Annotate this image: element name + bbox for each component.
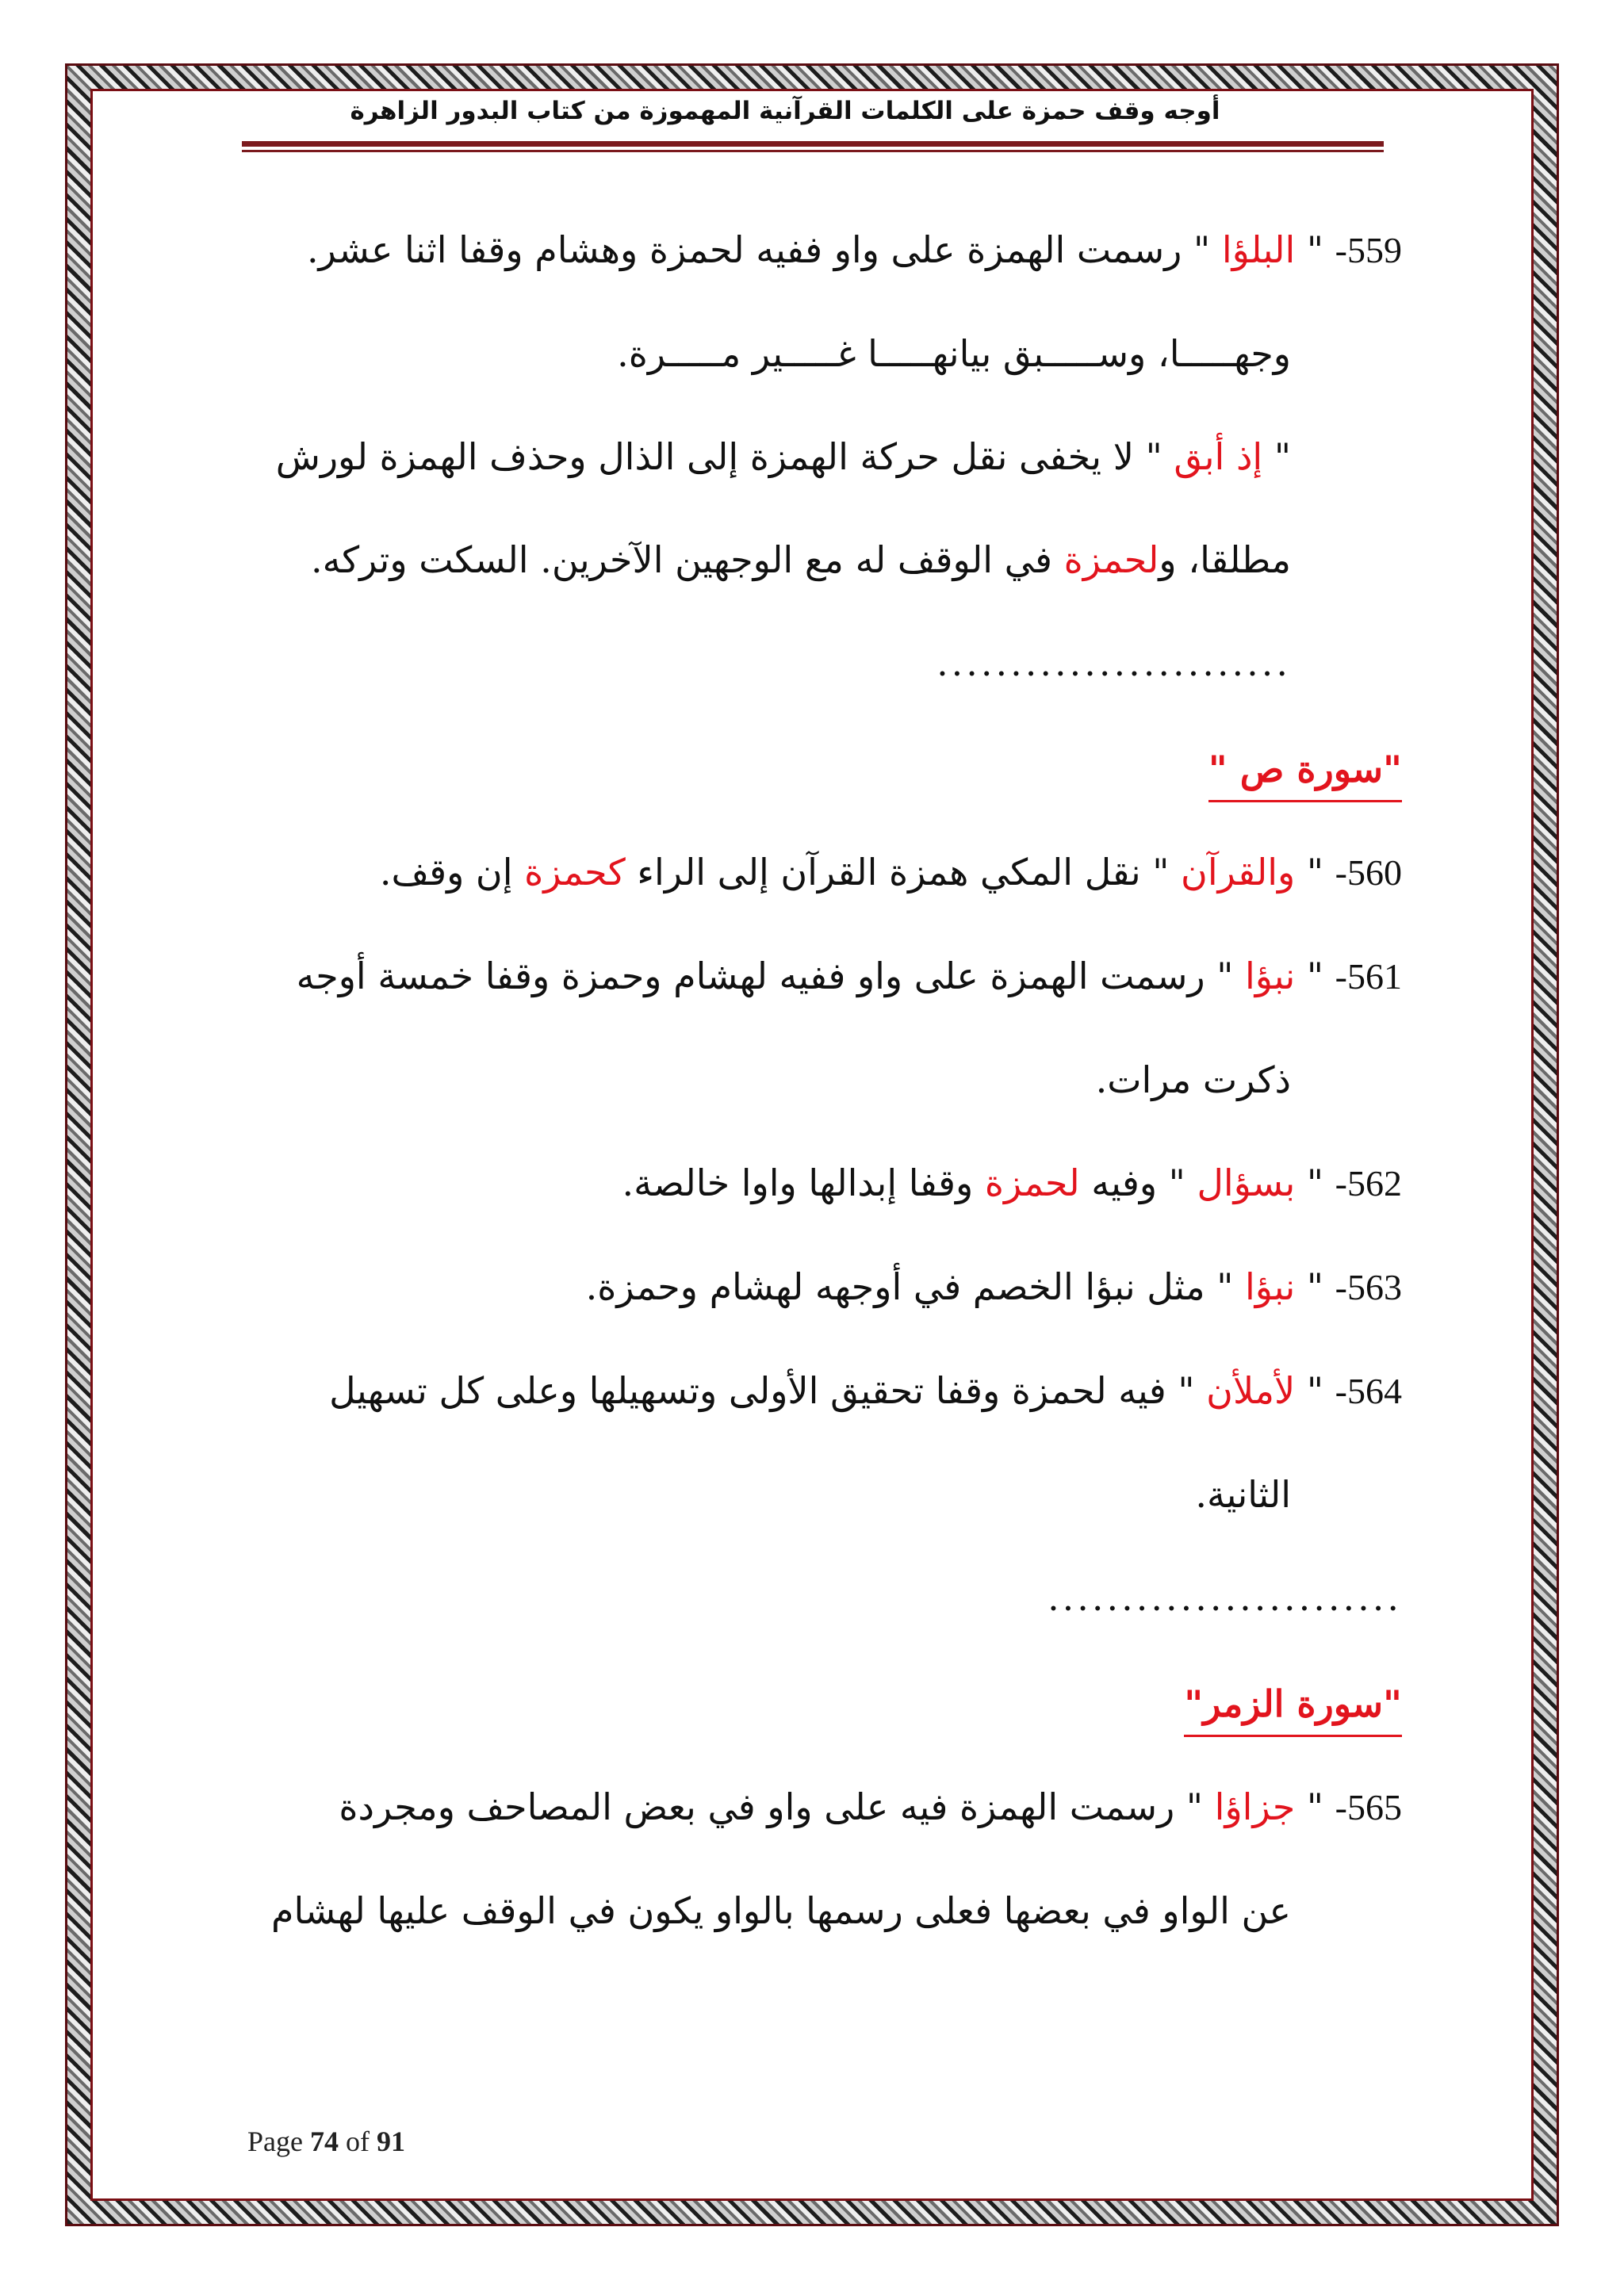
- entry-560: [244, 821, 1402, 924]
- page-footer: [247, 2125, 405, 2158]
- open-quote: ": [1295, 1265, 1335, 1308]
- entry-565: [244, 1755, 1402, 1859]
- note-idh-abaqa-continued: [244, 508, 1402, 611]
- surah-heading-zumar: [244, 1649, 1402, 1755]
- entry-number: 565-: [1335, 1787, 1402, 1827]
- entry-text: وقفا إبدالها واوا خالصة.: [622, 1161, 985, 1204]
- surah-title: "سورة الزمر": [1184, 1673, 1402, 1737]
- entry-text: " رسمت الهمزة فيه على واو في بعض المصاحف ومجردة: [339, 1785, 1215, 1828]
- open-quote: ": [1295, 851, 1335, 894]
- quranic-word: نبؤا: [1245, 1265, 1296, 1308]
- entry-text: " رسمت الهمزة على واو ففيه لحمزة وهشام وقفا اثنا عشر.: [306, 228, 1222, 271]
- page-number: 74: [309, 2126, 339, 2157]
- entry-563: [244, 1235, 1402, 1339]
- entry-text: في الوقف له مع الوجهين الآخرين. السكت وتركه.: [310, 538, 1064, 581]
- quranic-word: جزاؤا: [1214, 1785, 1296, 1828]
- open-quote: ": [1262, 435, 1291, 478]
- entry-564-continued: الثانية.: [1195, 1473, 1291, 1516]
- of-label: of: [345, 2126, 370, 2157]
- entry-561: [244, 924, 1402, 1028]
- header-rule: [242, 141, 1384, 147]
- entry-text: " وفيه: [1079, 1161, 1197, 1204]
- entry-text: إن وقف.: [379, 851, 525, 894]
- entry-text: " رسمت الهمزة على واو ففيه لهشام وحمزة وقفا خمسة أوجه: [296, 955, 1246, 997]
- quranic-word: بسؤال: [1197, 1161, 1296, 1204]
- surah-title: "سورة ص ": [1208, 738, 1402, 802]
- entry-number: 560-: [1335, 852, 1402, 893]
- quranic-word: إذ أبق: [1174, 435, 1263, 478]
- open-quote: ": [1295, 1369, 1335, 1412]
- entry-564: [244, 1339, 1402, 1443]
- separator-dots: ........................: [936, 641, 1291, 684]
- entry-561-continued: ذكرت مرات.: [1095, 1058, 1291, 1101]
- entry-number: 562-: [1335, 1163, 1402, 1203]
- open-quote: ": [1295, 1785, 1335, 1828]
- entry-559-continued: وجهـــــا، وســـــبق بيانهـــــا غـــــير مـــــرة.: [617, 332, 1291, 375]
- entry-562: [244, 1131, 1402, 1235]
- entry-number: 564-: [1335, 1371, 1402, 1411]
- highlight-word: كحمزة: [524, 851, 626, 894]
- entry-559: [244, 198, 1402, 302]
- entry-text: " فيه لحمزة وقفا تحقيق الأولى وتسهيلها وعلى كل تسهيل: [329, 1369, 1207, 1412]
- highlight-word: لحمزة: [1063, 538, 1159, 581]
- open-quote: ": [1295, 228, 1335, 271]
- header-rule-thin: [242, 150, 1384, 152]
- header-title: أوجه وقف حمزة على الكلمات القرآنية المهموزة من كتاب البدور الزاهرة: [350, 97, 1220, 125]
- total-pages: 91: [376, 2126, 405, 2157]
- entry-text: " لا يخفى نقل حركة الهمزة إلى الذال وحذف الهمزة لورش: [275, 435, 1174, 478]
- entry-text: مطلقا، و: [1159, 538, 1291, 581]
- note-idh-abaqa: [244, 405, 1402, 508]
- entry-text: " مثل نبؤا الخصم في أوجهه لهشام وحمزة.: [585, 1265, 1246, 1308]
- entry-number: 561-: [1335, 956, 1402, 997]
- entry-text: " نقل المكي همزة القرآن إلى الراء: [625, 851, 1182, 894]
- entry-number: 563-: [1335, 1267, 1402, 1307]
- surah-heading-sad: [244, 714, 1402, 821]
- separator-dots: ........................: [1048, 1576, 1402, 1619]
- quranic-word: والقرآن: [1181, 851, 1296, 894]
- quranic-word: لأملأن: [1206, 1369, 1296, 1412]
- quranic-word: البلؤا: [1221, 228, 1296, 271]
- page-label: Page: [247, 2126, 303, 2157]
- highlight-word: لحمزة: [984, 1161, 1080, 1204]
- entry-number: 559-: [1335, 230, 1402, 270]
- entry-565-continued: عن الواو في بعضها فعلى رسمها بالواو يكون في الوقف عليها لهشام: [271, 1889, 1291, 1932]
- open-quote: ": [1295, 1161, 1335, 1204]
- document-body: [244, 198, 1402, 1962]
- open-quote: ": [1295, 955, 1335, 997]
- quranic-word: نبؤا: [1245, 955, 1296, 997]
